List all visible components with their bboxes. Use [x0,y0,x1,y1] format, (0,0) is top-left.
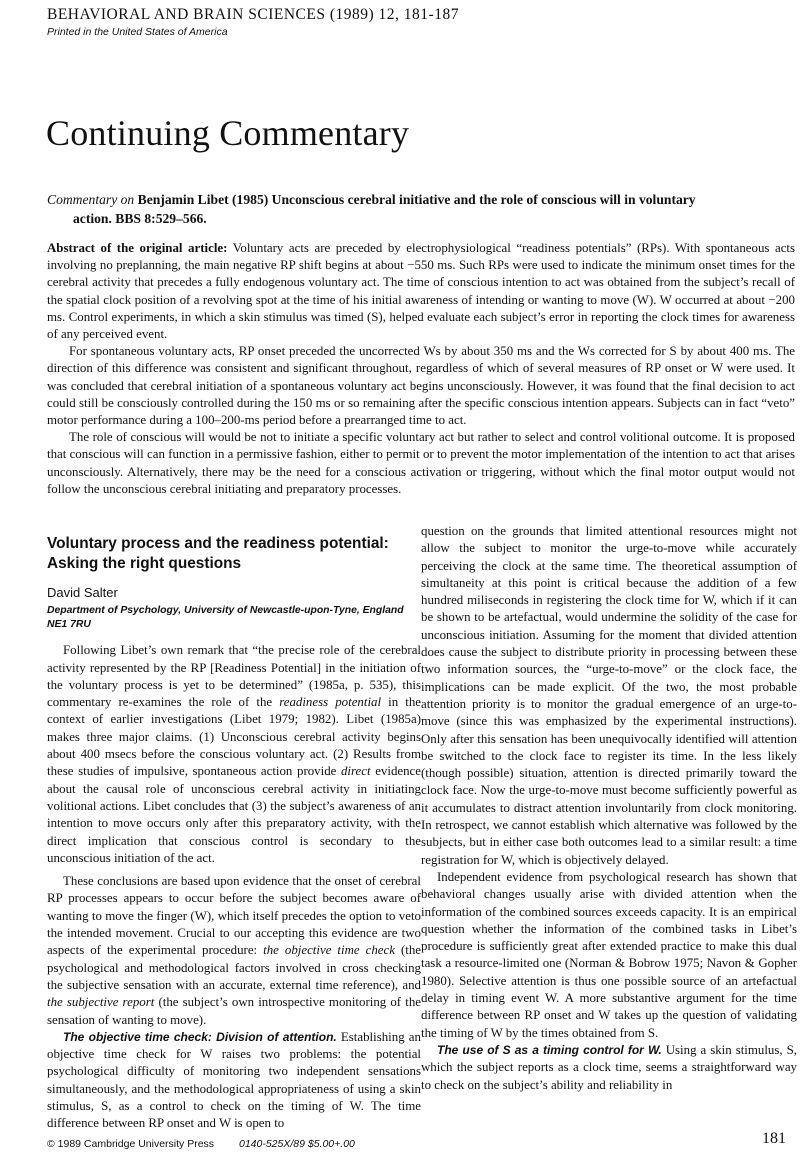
body-text: in the context of earlier investigations (Libet 1979; 1982). Libet (1985a) makes three major claims. (1) Unconscious cerebral activity begins about 400 msecs before the conscious voluntary act. (2) Results from these studies of impulsive, spontaneous action provide [47,695,421,779]
commentary-on-prefix: Commentary on [47,192,135,207]
body-emphasis: direct [340,764,371,779]
commentary-on-target-line1: Benjamin Libet (1985) Unconscious cerebral initiative and the role of conscious will in voluntary [137,192,696,207]
body-paragraph [421,1042,797,1094]
body-paragraph: Independent evidence from psychological research has shown that behavioral changes usually arise with divided attention when the information of the combined sources exceeds capacity. It is an empirical question whether the information of the combined tasks in Libet’s procedure is sufficiently great after extended practice to make this dual task a resource-limited one (Norman & Bobrow 1975; Navon & Gopher 1980). Selective attention is thus one possible source of an artefactual delay in timing event W. A more substantive argument for the time difference between RP onset and W takes up the question of validating the timing of W by the times obtained from S. [421,869,797,1040]
body-paragraph [47,642,421,867]
body-emphasis: readiness potential [279,695,382,710]
body-paragraph [47,873,421,1029]
page-title: Continuing Commentary [46,113,410,153]
abstract-paragraph [47,240,795,343]
body-paragraph [47,1029,421,1133]
commentary-on [47,190,795,228]
author-name: David Salter [47,585,118,600]
body-emphasis: the subjective report [47,995,155,1010]
page-number: 181 [762,1130,786,1147]
body-text: Using a skin stimulus, S, which the subject reports as a clock time, seems a straightforward way to check on the subject’s ability and reliability in [421,1042,797,1092]
abstract-text: Voluntary acts are preceded by electrophysiological “readiness potentials” (RPs). With spontaneous acts involving no preplanning, the main negative RP shift begins at about −550 ms. Such RPs were used to indicate the minimum onset times for the cerebral activity that precedes a fully endogenous voluntary act. The time of conscious intention to act was obtained from the subject’s recall of the spatial clock position of a revolving spot at the time of his initial awareness of intending or wanting to move (W). W occurred at about −200 ms. Control experiments, in which a skin stimulus was timed (S), helped evaluate each subject’s error in reporting the clock times for awareness of any perceived event. [47,241,796,342]
abstract-paragraph: For spontaneous voluntary acts, RP onset preceded the uncorrected Ws by about 350 ms and the Ws corrected for S by about 400 ms. The direction of this difference was consistent and significant throughout, regardless of which of several measures of RP onset or W were used. It was concluded that cerebral initiation of a spontaneous voluntary act begins unconsciously. However, it was found that the final decision to act could still be consciously controlled during the 150 ms or so remaining after the specific conscious intention appears. Subjects can in fact “veto” motor performance during a 100–200-ms period before a prearranged time to act. [47,344,795,428]
issn-price: 0140-525X/89 $5.00+.00 [238,1138,355,1150]
body-text: Following Libet’s own remark that “the precise role of the cerebral activity represented by the RP [Readiness Potential] in the initiation of the voluntary process is yet to be determined” (1985a, p. 535), this commentary re-examines the role of the [47,643,421,710]
copyright: © 1989 Cambridge University Press [47,1138,215,1150]
section-run-head: The use of S as a timing control for W. [437,1042,662,1057]
author-affiliation: Department of Psychology, University of Newcastle-upon-Tyne, England NE1 7RU [47,605,404,631]
body-text: These conclusions are based upon evidence that the onset of cerebral RP processes appears to occur before the subject becomes aware of wanting to move the finger (W), which itself precedes the option to veto the intended movement. Crucial to our accepting this evidence are two aspects of the experimental procedure: [47,874,421,958]
printed-note: Printed in the United States of America [47,26,228,38]
commentary-on-target-line2: action. BBS 8:529–566. [73,211,207,226]
article-heading: Voluntary process and the readiness potential: Asking the right questions [47,535,389,572]
body-paragraph: question on the grounds that limited attentional resources might not allow the subject to monitor the urge-to-move while accurately perceiving the clock at the same time. The theoretical assumption of simultaneity at this point is critical because the addition of a few hundred miliseconds in registering the clock time for W, which if it can be shown to be artefactual, would undermine the solidity of the case for unconscious initiation. Assuming for the moment that divided attention does cause the subject to distribute priority in processing between these two information sources, the “urge-to-move” or the clock face, the implications can be made explicit. Of the two, the most probable attention priority is to monitor the gradual emergence of an urge-to-move (since this was emphasized by the experimental instructions). Only after this sensation has been unequivocally identified will attention be switched to the clock face to register its time. In the less likely (though possible) situation, attention is directed primarily toward the clock face. Now the urge-to-move must become sufficiently powerful as it accumulates to distract attention involuntarily from clock monitoring. In retrospect, we cannot establish which alternative was followed by the subjects, but in either case both outcomes lead to a similar result: a time registration for W, which is objectively delayed. [421,524,797,867]
journal-header: BEHAVIORAL AND BRAIN SCIENCES (1989) 12, 181-187 [47,6,459,23]
body-text: (the psychological and methodological factors involved in cross checking the subjective sensation with an accurate, external time reference), and [47,943,421,992]
section-run-head: The objective time check: Division of attention. [63,1029,337,1044]
right-column [421,523,797,1094]
footer [47,1138,355,1150]
left-column [47,528,421,1133]
abstract-paragraph: The role of conscious will would be not to initiate a specific voluntary act but rather to select and control volitional outcome. It is proposed that conscious will can function in a permissive fashion, either to permit or to prevent the motor implementation of the intention to act that arises unconsciously. Alternatively, there may be the need for a conscious activation or triggering, without which the final motor output would not follow the unconscious cerebral initiating and preparatory processes. [47,430,795,496]
body-text: evidence about the causal role of unconscious cerebral activity in initiating volitional actions. Libet concludes that (3) the subject’s awareness of an intention to move occurs only after this preparatory activity, with the direct implication that conscious control is secondary to the unconscious initiation of the act. [47,764,421,865]
original-abstract [47,240,795,498]
abstract-label: Abstract of the original article: [47,241,228,255]
body-text: Establishing an objective time check for W raises two problems: the potential psychological difficulty of monitoring two independent sensations simultaneously, and the methodological appropriateness of using a skin stimulus, S, as a control to check on the timing of W. The time difference between RP onset and W is open to [47,1029,421,1131]
body-emphasis: the objective time check [263,943,395,958]
body-text: (the subject’s own introspective monitoring of the sensation of wanting to move). [47,995,421,1027]
